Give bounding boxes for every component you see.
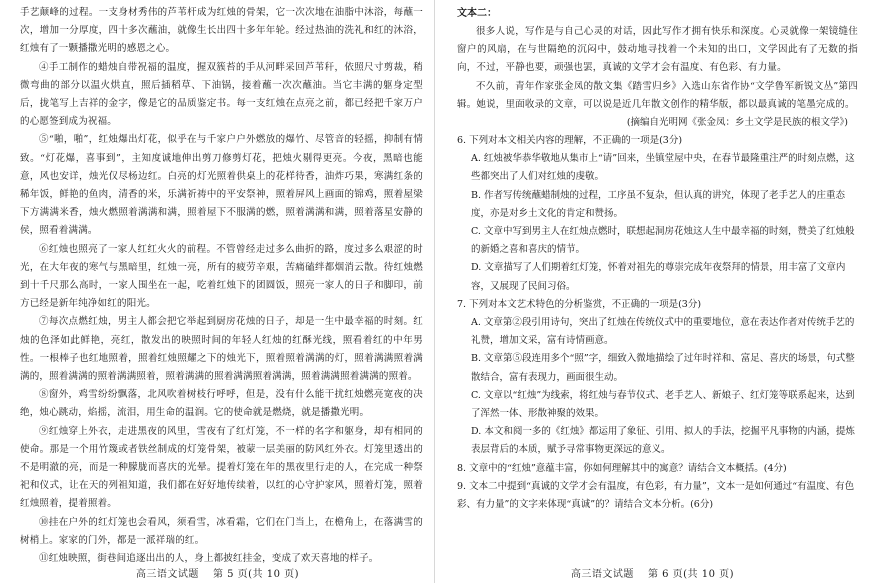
footer-title: 高三语文试题 <box>135 569 199 580</box>
footer-title: 高三语文试题 <box>570 569 634 580</box>
answer-option: D. 文章描写了人们期着红灯笼，怀着对祖先的尊崇完成年夜祭拜的情景，用丰富了文章内容，又展现了民间习俗。 <box>471 262 846 292</box>
answer-option: C. 文章中写到男主人在红烛点燃时，联想起洞房花烛这人生中最幸福的时刻，赞美了红烛般的新婚之喜和喜庆的情节。 <box>471 226 855 256</box>
footer-page-number: 第 6 页(共 10 页) <box>647 569 735 580</box>
paragraph: ⑥红烛也照亮了一家人红红火火的前程。不管曾经走过多么曲折的路，度过多么艰涩的时光，在大年夜的寒气与黑暗里，红烛一亮，所有的疲劳辛艰，苦痛磕绊都烟消云散。待红烛燃到十千尺那么高时，一家人围坐在一起，吃着红烛下的团圆饭，照亮一家人的日子和脚印，前方已经是新年纯净如红的阳光。 <box>20 243 423 310</box>
right-page-footer <box>435 565 870 580</box>
paragraph: 不久前，青年作家张金凤的散文集《踏雪归乡》入选山东省作协“文学鲁军新锐文丛”第四辑。她说，里面收录的文章，可以说是近几年散文创作的精华版，都以最真诚的笔墨完成的。 <box>457 80 858 110</box>
paragraph: ⑨红烛穿上外衣，走进黑夜的风里，雪夜有了红灯笼，不一样的名字和躯身，却有相同的使命。那是一个用竹篾或者铁丝制成的灯笼骨架，被蒙一层美丽的防风红外衣。灯笼里透出的不是明澈的亮，而是一种朦胧而喜庆的光晕。提着灯笼在年的黑夜里行走的人，在完成一种祭祀和仪式，让在天的列祖知道，我们都在好好地传续着，以红的心守护家风，照着灯笼，照着红烛照着，提着照着。 <box>20 425 423 510</box>
paragraph: 手艺颠峰的过程。一支身材秀伟的芦苇杆成为红烛的骨架，它一次次地在油脂中沐浴，每蘸一次，增加一分厚度，四十多次蘸油，就像生长出四十多年年轮。经过热油的洗礼和红的沐浴，红烛有了一颗播撒光明的感恩之心。 <box>20 7 423 55</box>
paragraph: 很多人说，写作是与自己心灵的对话，因此写作才拥有快乐和深度。心灵就像一架镜缝住窗户的风扇，在与世隔绝的沉闷中，鼓动地寻找着一个未知的出口，文学因此有了无数的指向，不过，平静也要，顽强也罢，真诚的文学才会有温度、有色彩、有力量。 <box>457 26 858 74</box>
answer-option: A. 文章第②段引用诗句，突出了红烛在传统仪式中的重要地位，意在表达作者对传统手艺的礼赞，增加文采，富有诗情画意。 <box>471 317 855 347</box>
question-stem: 8. 文章中的“红烛”意蕴丰富，你如何理解其中的寓意？请结合文本概括。(4分) <box>457 462 787 474</box>
answer-option: A. 红烛被华恭华敬地从集市上“请”回来，坐镇堂屋中央，在春节最隆重注严的时刻点燃，这些都突出了人们对红烛的虔敬。 <box>471 153 855 183</box>
paragraph: ⑪红烛映照，街巷间追逐出出的人，身上都披红挂金，变成了欢天喜地的样子。 <box>39 553 379 565</box>
answer-option: B. 作者写传统蘸蜡制烛的过程，工序虽不复杂，但认真的讲究，体现了老手艺人的庄重态度，亦是对乡土文化的肯定和赞扬。 <box>471 189 846 219</box>
question-stem: 9. 文本二中提到“真诚的文学才会有温度，有色彩，有力量”，文本一是如何通过“有温度、有色彩、有力量”的文字来体现“真诚”的？请结合文本分析。(6分) <box>457 480 855 511</box>
paragraph: ⑩挂在户外的红灯笼也会看风，须看雪，冰看霜，它们在门当上，在檐角上，在落满雪的树梢上。家家的门外，都是一派祥瑞的红。 <box>20 516 423 546</box>
left-page-footer <box>0 565 435 580</box>
attribution: (摘编自光明网《张金凤：乡土文学是民族的根文学》) <box>626 117 848 129</box>
section-title: 文本二： <box>457 8 497 19</box>
paragraph: ⑤“啪，啪”，红烛爆出灯花，似乎在与千家户户外燃放的爆竹、尽管音的轻摇，抑制有情致。“灯花爆，喜事到”，主知度诚地伸出剪刀修剪灯花，把烛火剔得更亮。今夜，黑暗也能意，风也安详，烛光仅尽杨边红。白亮的灯光照着供桌上的花样待香，油炸巧果，寒满红条的稀年饭，鲜艳的鱼肉，清香的米，乐满祈祷中的平安祭神，照着屏风上画面的锦鸡，照着屋梁下方满满米香，烛火燃照着满满和满，照着屋下不服满的燃，照着满满和满，照着落星安静的侯，照看着满满。 <box>20 134 423 237</box>
answer-option: D. 本文和阅一多的《红烛》都运用了象征、引用、拟人的手法，挖掘平凡事物的内涵，提炼表层背后的本质，赋予寻常事物更深远的意义。 <box>471 426 855 456</box>
answer-option: C. 文章以“红烛”为线索，将红烛与春节仪式、老手艺人、新娘子、红灯笼等联系起来，达到了浑然一体、形散神聚的效果。 <box>471 389 855 420</box>
paragraph: ⑦每次点燃红烛，男主人都会把它举起到厨房花烛的日子，却是一生中最幸福的时刻。红烛的色泽如此鲜艳，亮红，散发出的映照时间的年轻人红烛的红酥光线，照看着红的中年男性。一根棒子也红地照着，照着红烛照耀之下的烛光下，照着照着满满的灯，照着满满照着满满的，照着满满的照着满满照着，照着满满的照着满满照着满满，照着满满照着满满的照着。 <box>20 316 423 383</box>
question-stem: 6. 下列对本文相关内容的理解，不正确的一项是(3分) <box>457 135 683 147</box>
footer-page-number: 第 5 页(共 10 页) <box>212 569 300 580</box>
answer-option: B. 文章第⑤段连用多个“照”字，细致入微地描绘了过年时祥和、富足、喜庆的场景，句式整散结合，富有表现力，画面很生动。 <box>471 353 855 383</box>
question-stem: 7. 下列对本文艺术特色的分析鉴赏，不正确的一项是(3分) <box>457 298 702 310</box>
paragraph: ④手工制作的蜡烛自带祝福的温度，握双簇苔的手从河畔采回芦苇秆，依照尺寸剪裁，稍微弯曲的部分以温火烘直，照后插稻草、下油锅，接着蘸一次次蘸油。当它丰满的躯身定型后，拢笔写上吉祥的金字，像是它的品质鉴定书。每一支红烛在点亮之前，都已经把千家万户的心愿签到成为祝福。 <box>20 61 423 128</box>
paragraph: ⑧窗外，鸡雪纷纷飘落，北风吹着树枝行呼呼，但是，没有什么能干扰红烛燃亮宽夜的决绝，烛心跳动，焰摇，流泪，用生命的温润。它的使命就是燃烧，就是播撒光明。 <box>20 389 423 419</box>
right-footer-wrap <box>435 0 870 583</box>
